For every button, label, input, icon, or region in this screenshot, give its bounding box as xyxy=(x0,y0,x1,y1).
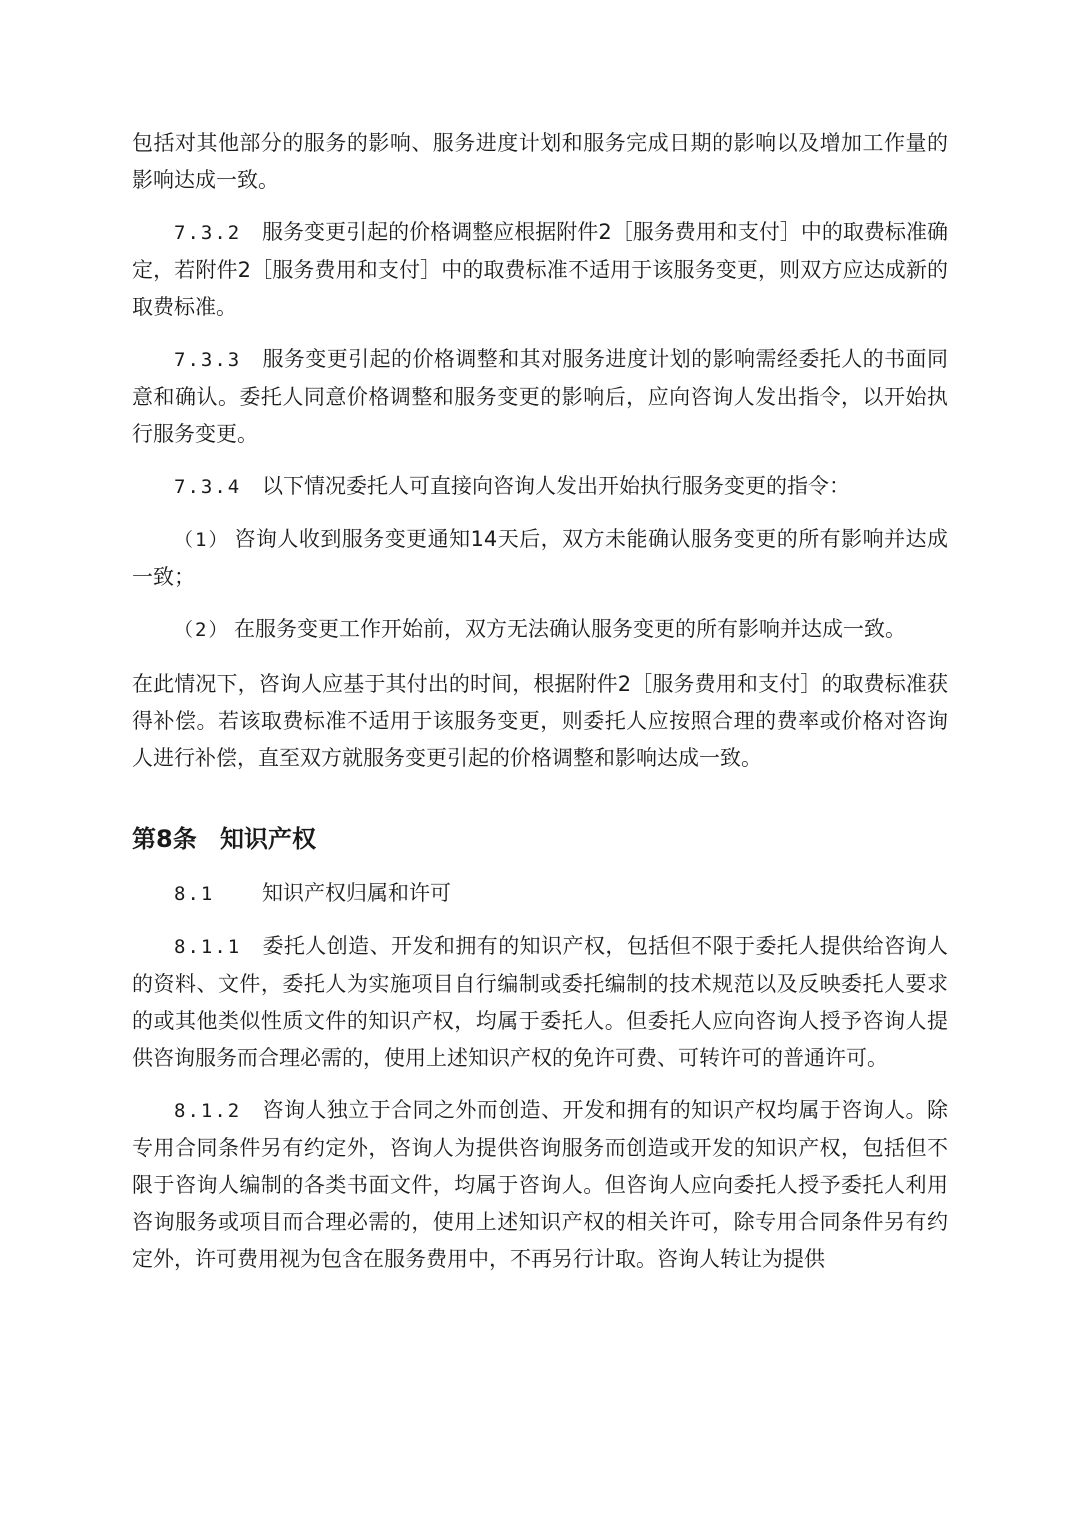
paragraph-text: 包括对其他部分的服务的影响、服务进度计划和服务完成日期的影响以及增加工作量的影响达成一致。 xyxy=(132,131,948,192)
clause-text: 委托人创造、开发和拥有的知识产权，包括但不限于委托人提供给咨询人的资料、文件，委托人为实施项目自行编制或委托编制的技术规范以及反映委托人要求的或其他类似性质文件的知识产权，均属于委托人。但委托人应向咨询人授予咨询人提供咨询服务而合理必需的，使用上述知识产权的免许可费、可转许可的普通许可。 xyxy=(132,934,948,1070)
paragraph-continuation xyxy=(132,125,948,199)
clause-8-1-2 xyxy=(132,1092,948,1278)
paragraph-text: 在此情况下，咨询人应基于其付出的时间，根据附件2［服务费用和支付］的取费标准获得补偿。若该取费标准不适用于该服务变更，则委托人应按照合理的费率或价格对咨询人进行补偿，直至双方就服务变更引起的价格调整和影响达成一致。 xyxy=(132,672,948,770)
clause-text: 咨询人独立于合同之外而创造、开发和拥有的知识产权均属于咨询人。除专用合同条件另有约定外，咨询人为提供咨询服务而创造或开发的知识产权，包括但不限于咨询人编制的各类书面文件，均属于咨询人。但咨询人应向委托人授予委托人利用咨询服务或项目而合理必需的，使用上述知识产权的相关许可，除专用合同条件另有约定外，许可费用视为包含在服务费用中，不再另行计取。咨询人转让为提供 xyxy=(132,1098,948,1271)
paragraph-compensation xyxy=(132,666,948,777)
clause-7-3-2 xyxy=(132,214,948,326)
clause-text: 以下情况委托人可直接向咨询人发出开始执行服务变更的指令： xyxy=(262,474,850,498)
clause-number: 8.1.1 xyxy=(174,936,242,958)
clause-number: 8.1.2 xyxy=(174,1100,242,1122)
clause-number: 7.3.3 xyxy=(174,349,242,371)
subsection-title: 知识产权归属和许可 xyxy=(262,881,451,905)
list-item-number: （2） xyxy=(174,619,230,641)
clause-text: 服务变更引起的价格调整应根据附件2［服务费用和支付］中的取费标准确定，若附件2［服务费用和支付］中的取费标准不适用于该服务变更，则双方应达成新的取费标准。 xyxy=(132,220,948,319)
clause-7-3-4 xyxy=(132,468,948,506)
clause-8-1-1 xyxy=(132,928,948,1077)
subsection-heading xyxy=(132,875,948,913)
clause-number: 7.3.2 xyxy=(174,222,242,244)
list-item-text: 咨询人收到服务变更通知14天后，双方未能确认服务变更的所有影响并达成一致； xyxy=(132,527,948,589)
clause-number: 7.3.4 xyxy=(174,476,242,498)
list-item-number: （1） xyxy=(174,529,230,551)
clause-7-3-3 xyxy=(132,341,948,453)
clause-text: 服务变更引起的价格调整和其对服务进度计划的影响需经委托人的书面同意和确认。委托人同意价格调整和服务变更的影响后，应向咨询人发出指令，以开始执行服务变更。 xyxy=(132,347,948,446)
list-item-2 xyxy=(132,611,948,649)
document-page xyxy=(132,125,948,1278)
subsection-number: 8.1 xyxy=(174,883,215,905)
section-heading xyxy=(132,819,948,859)
section-number: 第8条 xyxy=(132,825,197,853)
section-title: 知识产权 xyxy=(220,825,316,853)
list-item-text: 在服务变更工作开始前，双方无法确认服务变更的所有影响并达成一致。 xyxy=(234,617,906,641)
list-item-1 xyxy=(132,521,948,596)
